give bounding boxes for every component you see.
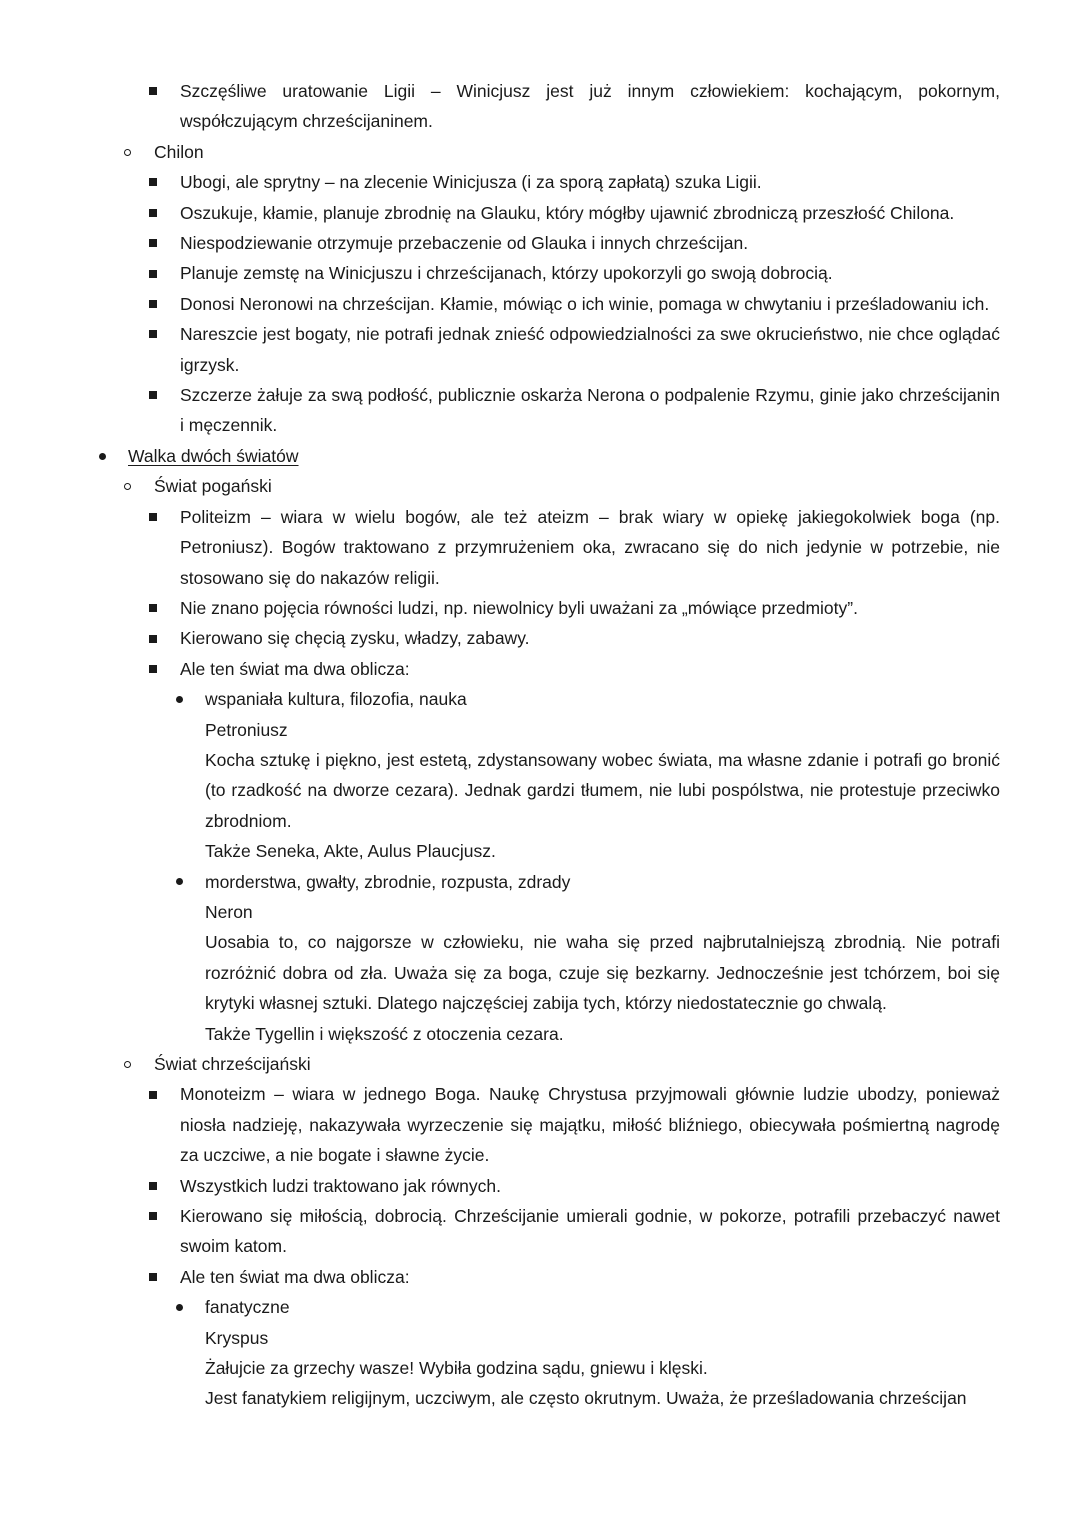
item-text: Także Tygellin i większość z otoczenia cezara. (205, 1023, 564, 1044)
outline-item (0, 684, 1080, 714)
item-text: Szczerze żałuje za swą podłość, publicznie oskarża Nerona o podpalenie Rzymu, ginie jako chrześcijanin i męczennik. (180, 385, 1000, 436)
outline-item (0, 471, 1080, 501)
outline-paragraph (0, 1323, 1080, 1353)
square-bullet-icon (146, 1262, 160, 1292)
outline-item (0, 319, 1080, 380)
outline-paragraph (0, 1353, 1080, 1383)
item-text: Nie znano pojęcia równości ludzi, np. niewolnicy byli uważani za „mówiące przedmioty”. (180, 597, 858, 618)
square-bullet-icon (146, 502, 160, 532)
item-text: Ale ten świat ma dwa oblicza: (180, 658, 410, 679)
item-text: Żałujcie za grzechy wasze! Wybiła godzina sądu, gniewu i klęski. (205, 1358, 708, 1379)
item-text: wspaniała kultura, filozofia, nauka (205, 689, 467, 710)
item-text: Neron (205, 901, 253, 922)
item-text: Kierowano się chęcią zysku, władzy, zabawy. (180, 628, 530, 649)
outline-item (0, 502, 1080, 593)
outline-item (0, 593, 1080, 623)
outline-item (0, 623, 1080, 653)
outline-item (0, 654, 1080, 684)
item-text: Monoteizm – wiara w jednego Boga. Naukę Chrystusa przyjmowali głównie ludzie ubodzy, ponieważ niosła nadzieję, nakazywała wyrzeczenie się majątku, miłość bliźniego, obiecywała pośmiertną nagrodę za uczciwe, a nie bogate i sławne życie. (180, 1084, 1000, 1166)
square-bullet-icon (146, 76, 160, 106)
item-text: morderstwa, gwałty, zbrodnie, rozpusta, zdrady (205, 871, 571, 892)
item-text: Kryspus (205, 1327, 269, 1348)
item-text: Planuje zemstę na Winicjuszu i chrześcijanach, którzy upokorzyli go swoją dobrocią. (180, 263, 833, 284)
outline-item (0, 1292, 1080, 1322)
outline-item (0, 1262, 1080, 1292)
item-text: Kierowano się miłością, dobrocią. Chrześcijanie umierali godnie, w pokorze, potrafili przebaczyć nawet swoim katom. (180, 1206, 1000, 1257)
square-bullet-icon (146, 1079, 160, 1109)
item-text: Ubogi, ale sprytny – na zlecenie Winicjusza (i za sporą zapłatą) szuka Ligii. (180, 172, 762, 193)
outline-paragraph (0, 715, 1080, 745)
section-heading: Walka dwóch światów (128, 445, 299, 466)
item-text: fanatyczne (205, 1297, 290, 1318)
outline-item (0, 167, 1080, 197)
outline-item (0, 198, 1080, 228)
square-bullet-icon (146, 289, 160, 319)
square-bullet-icon (146, 258, 160, 288)
item-text: Ale ten świat ma dwa oblicza: (180, 1266, 410, 1287)
outline-item (0, 1049, 1080, 1079)
outline-paragraph (0, 897, 1080, 927)
circle-bullet-icon (120, 1049, 134, 1079)
outline-item (0, 76, 1080, 137)
square-bullet-icon (146, 198, 160, 228)
document-body (0, 76, 1080, 1414)
square-bullet-icon (146, 380, 160, 410)
outline-paragraph (0, 836, 1080, 866)
outline-item (0, 441, 1080, 471)
item-text: Chilon (154, 141, 204, 162)
square-bullet-icon (146, 1171, 160, 1201)
item-text: Świat pogański (154, 476, 272, 497)
outline-paragraph (0, 745, 1080, 836)
square-bullet-icon (146, 228, 160, 258)
item-text: Świat chrześcijański (154, 1054, 311, 1074)
square-bullet-icon (146, 623, 160, 653)
disc-bullet-icon (95, 441, 109, 471)
disc-bullet-icon (172, 867, 186, 897)
item-text: Kocha sztukę i piękno, jest estetą, zdystansowany wobec świata, ma własne zdanie i potrafi go bronić (to rzadkość na dworze cezara). Jednak gardzi tłumem, nie lubi pospólstwa, nie protestuje przeciwko zbrodniom. (205, 749, 1000, 831)
disc-bullet-icon (172, 1292, 186, 1322)
outline-item (0, 1079, 1080, 1170)
item-text: Uosabia to, co najgorsze w człowieku, nie waha się przed najbrutalniejszą zbrodnią. Nie potrafi rozróżnić dobra od zła. Uważa się za boga, czuje się bezkarny. Jednocześnie jest tchórzem, boi się krytyki własnej sztuki. Dlatego najczęściej zabija tych, którzy niedostatecznie go chwalą. (205, 932, 1000, 1014)
item-text: Politeizm – wiara w wielu bogów, ale też ateizm – brak wiary w opiekę jakiegokolwiek boga (np. Petroniusz). Bogów traktowano z przymrużeniem oka, zwracano się do nich jedynie w potrzebie, nie stosowano się do nakazów religii. (180, 506, 1000, 588)
square-bullet-icon (146, 319, 160, 349)
item-text: Także Seneka, Akte, Aulus Plaucjusz. (205, 841, 496, 862)
outline-paragraph (0, 1019, 1080, 1049)
disc-bullet-icon (172, 684, 186, 714)
item-text: Szczęśliwe uratowanie Ligii – Winicjusz jest już innym człowiekiem: kochającym, pokornym, współczującym chrześcijaninem. (180, 81, 1000, 132)
circle-bullet-icon (120, 471, 134, 501)
outline-paragraph (0, 927, 1080, 1018)
item-text: Nareszcie jest bogaty, nie potrafi jednak znieść odpowiedzialności za swe okrucieństwo, nie chce oglądać igrzysk. (180, 324, 1000, 375)
square-bullet-icon (146, 654, 160, 684)
square-bullet-icon (146, 167, 160, 197)
item-text: Oszukuje, kłamie, planuje zbrodnię na Glauku, który mógłby ujawnić zbrodniczą przeszłość Chilona. (180, 202, 955, 223)
item-text: Jest fanatykiem religijnym, uczciwym, ale często okrutnym. Uważa, że prześladowania chrześcijan (205, 1388, 967, 1409)
outline-item (0, 867, 1080, 897)
outline-item (0, 380, 1080, 441)
outline-item (0, 1171, 1080, 1201)
item-text: Wszystkich ludzi traktowano jak równych. (180, 1175, 501, 1196)
item-text: Niespodziewanie otrzymuje przebaczenie od Glauka i innych chrześcijan. (180, 233, 749, 254)
item-text: Donosi Neronowi na chrześcijan. Kłamie, mówiąc o ich winie, pomaga w chwytaniu i prześladowaniu ich. (180, 293, 990, 314)
outline-item (0, 228, 1080, 258)
outline-item (0, 137, 1080, 167)
outline-item (0, 258, 1080, 288)
outline-item (0, 289, 1080, 319)
outline-paragraph (0, 1383, 1080, 1413)
square-bullet-icon (146, 1201, 160, 1231)
square-bullet-icon (146, 593, 160, 623)
circle-bullet-icon (120, 137, 134, 167)
item-text: Petroniusz (205, 719, 288, 740)
outline-item (0, 1201, 1080, 1262)
